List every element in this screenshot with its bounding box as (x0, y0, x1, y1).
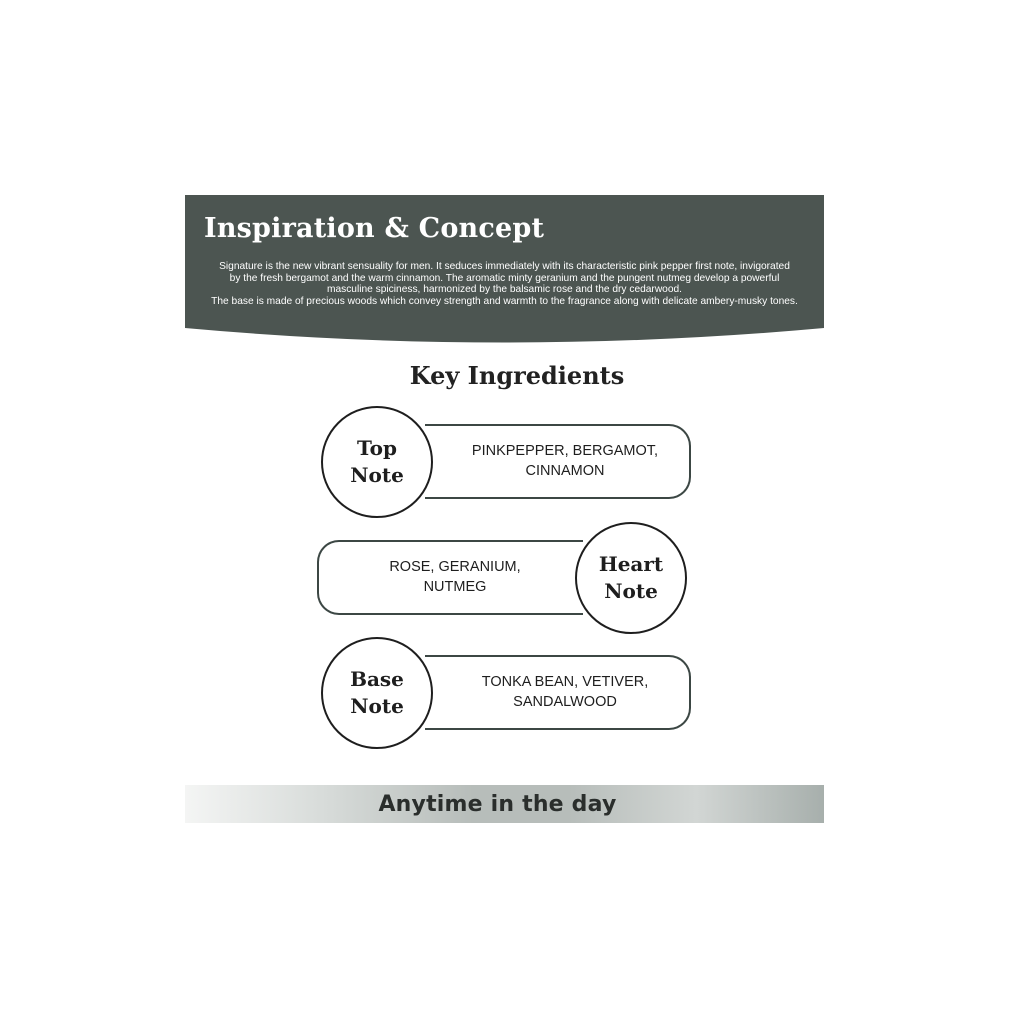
inspiration-description (193, 261, 816, 307)
ingredient-line: SANDALWOOD (513, 694, 617, 710)
ingredient-line: PINKPEPPER, BERGAMOT, (471, 443, 659, 459)
note-label: Base (350, 667, 404, 691)
heart-note-ingredients (355, 542, 555, 612)
inspiration-header (185, 195, 824, 345)
description-line: by the fresh bergamot and the warm cinnamon. The aromatic minty geranium and the pungent nutmeg develop a powerful (229, 272, 780, 284)
key-ingredients-title: Key Ingredients (409, 361, 625, 390)
ingredient-line: TONKA BEAN, VETIVER, (481, 674, 649, 690)
note-label: Note (350, 463, 404, 487)
top-note-badge (321, 406, 433, 518)
inspiration-title: Inspiration & Concept (204, 213, 545, 244)
usage-time-text: Anytime in the day (378, 791, 617, 817)
base-note-badge (321, 637, 433, 749)
note-label: Note (350, 694, 404, 718)
heart-note-badge (575, 522, 687, 634)
ingredient-line: CINNAMON (525, 463, 605, 479)
heart-note-row (317, 522, 689, 634)
description-line: The base is made of precious woods which convey strength and warmth to the fragrance along with delicate ambery-musky tones. (211, 295, 798, 307)
description-line: masculine spiciness, harmonized by the balsamic rose and the dry cedarwood. (326, 284, 683, 295)
ingredient-line: ROSE, GERANIUM, (389, 559, 521, 575)
top-note-row (321, 406, 693, 518)
ingredient-line: NUTMEG (423, 579, 487, 595)
usage-time-bar (185, 785, 824, 823)
description-line: Signature is the new vibrant sensuality for men. It seduces immediately with its characteristic pink pepper first note, invigorated (219, 261, 790, 272)
note-label: Note (604, 579, 658, 603)
top-note-ingredients (465, 426, 665, 496)
note-label: Top (357, 436, 397, 460)
note-label: Heart (598, 552, 664, 576)
base-note-row (321, 637, 693, 749)
base-note-ingredients (465, 657, 665, 727)
